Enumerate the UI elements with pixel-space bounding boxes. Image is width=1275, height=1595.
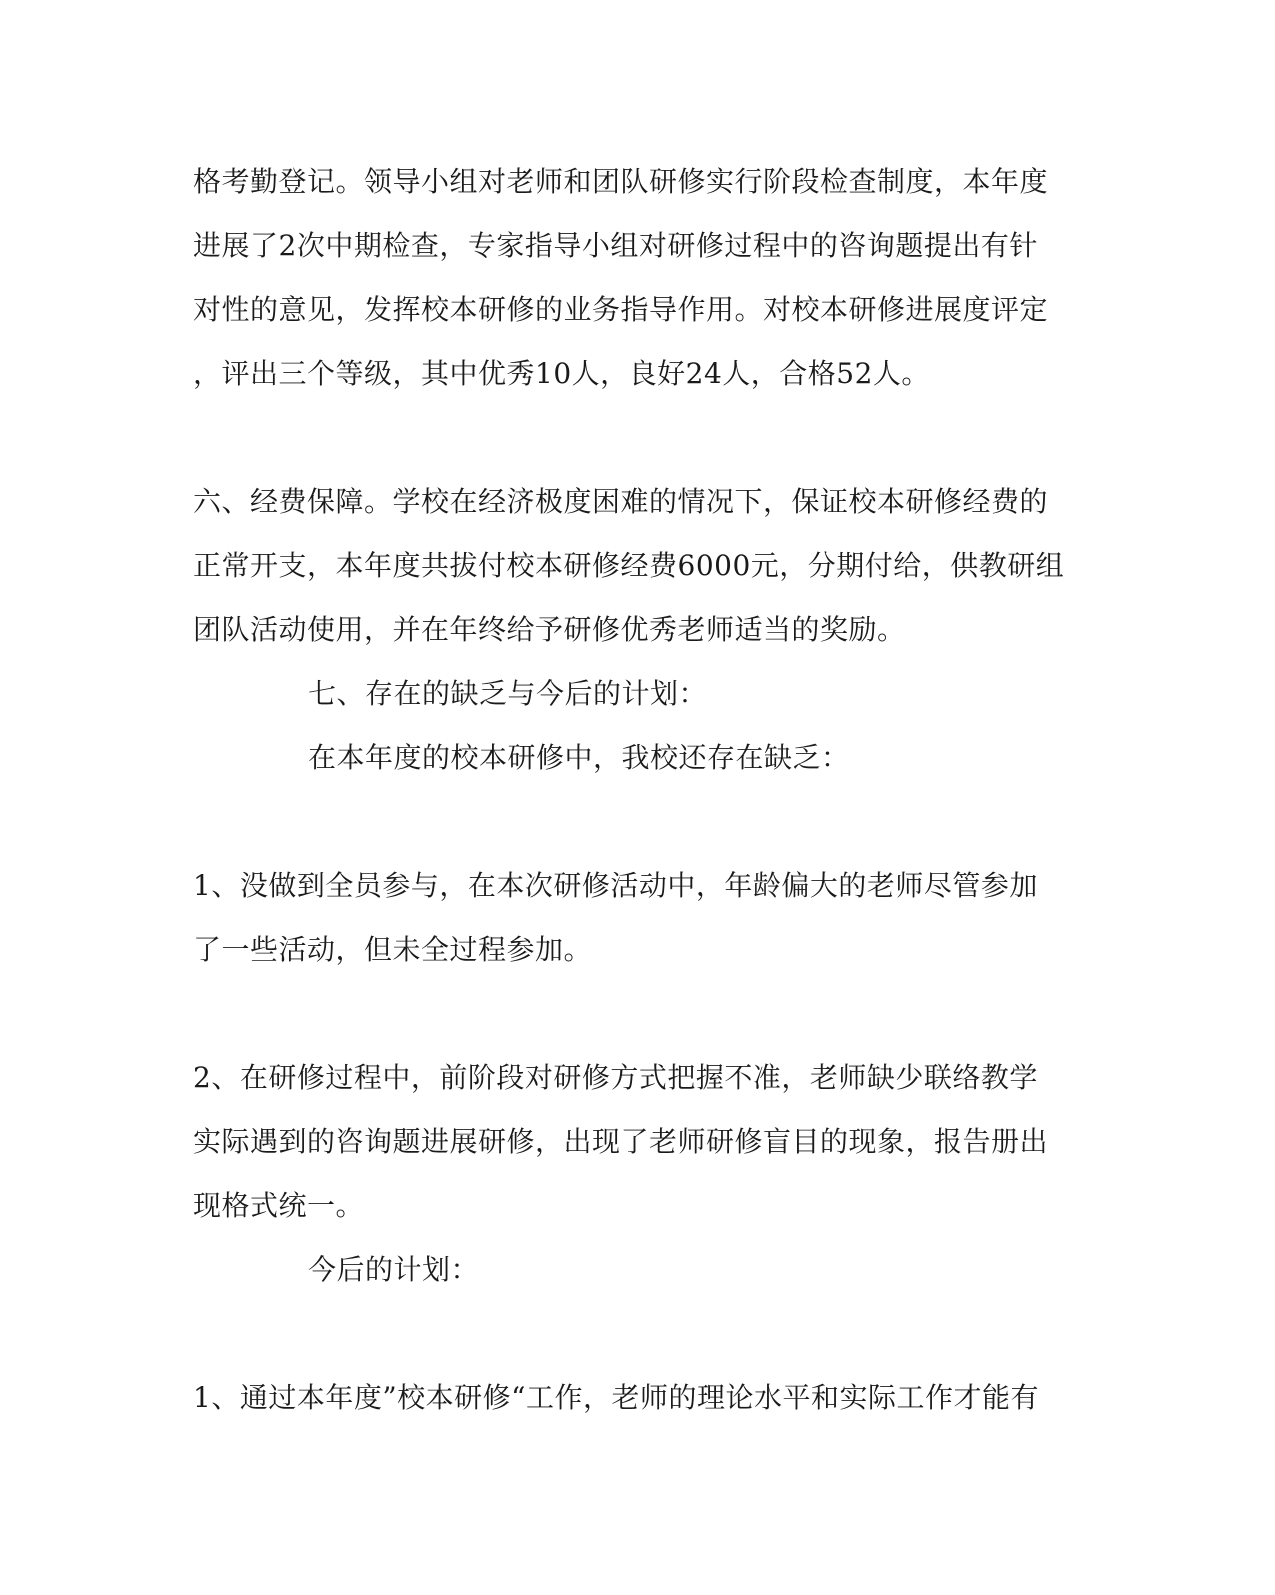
paragraph-line: 格考勤登记。领导小组对老师和团队研修实行阶段检查制度，本年度 xyxy=(193,165,1049,198)
section-seven-heading: 七、存在的缺乏与今后的计划： xyxy=(308,677,708,710)
paragraph-line: 在本年度的校本研修中，我校还存在缺乏： xyxy=(308,741,850,774)
plan-item-1-line: 1、通过本年度”校本研修“工作，老师的理论水平和实际工作才能有 xyxy=(193,1381,1039,1414)
paragraph-line: 进展了2次中期检查，专家指导小组对研修过程中的咨询题提出有针 xyxy=(193,229,1038,262)
section-six-line: 六、经费保障。学校在经济极度困难的情况下，保证校本研修经费的 xyxy=(193,485,1049,518)
paragraph-line: 正常开支，本年度共拔付校本研修经费6000元，分期付给，供教研组 xyxy=(193,549,1065,582)
list-item-2-line: 2、在研修过程中，前阶段对研修方式把握不准，老师缺少联络教学 xyxy=(193,1061,1038,1094)
paragraph-line: 对性的意见，发挥校本研修的业务指导作用。对校本研修进展度评定 xyxy=(193,293,1049,326)
future-plan-heading: 今后的计划： xyxy=(308,1253,480,1286)
list-item-1-line: 1、没做到全员参与，在本次研修活动中，年龄偏大的老师尽管参加 xyxy=(193,869,1038,902)
paragraph-line: ，评出三个等级，其中优秀10人，良好24人，合格52人。 xyxy=(193,357,930,390)
list-item-1-line: 了一些活动，但未全过程参加。 xyxy=(193,933,593,966)
list-item-2-line: 现格式统一。 xyxy=(193,1189,365,1222)
list-item-2-line: 实际遇到的咨询题进展研修，出现了老师研修盲目的现象，报告册出 xyxy=(193,1125,1049,1158)
paragraph-line: 团队活动使用，并在年终给予研修优秀老师适当的奖励。 xyxy=(193,613,906,646)
